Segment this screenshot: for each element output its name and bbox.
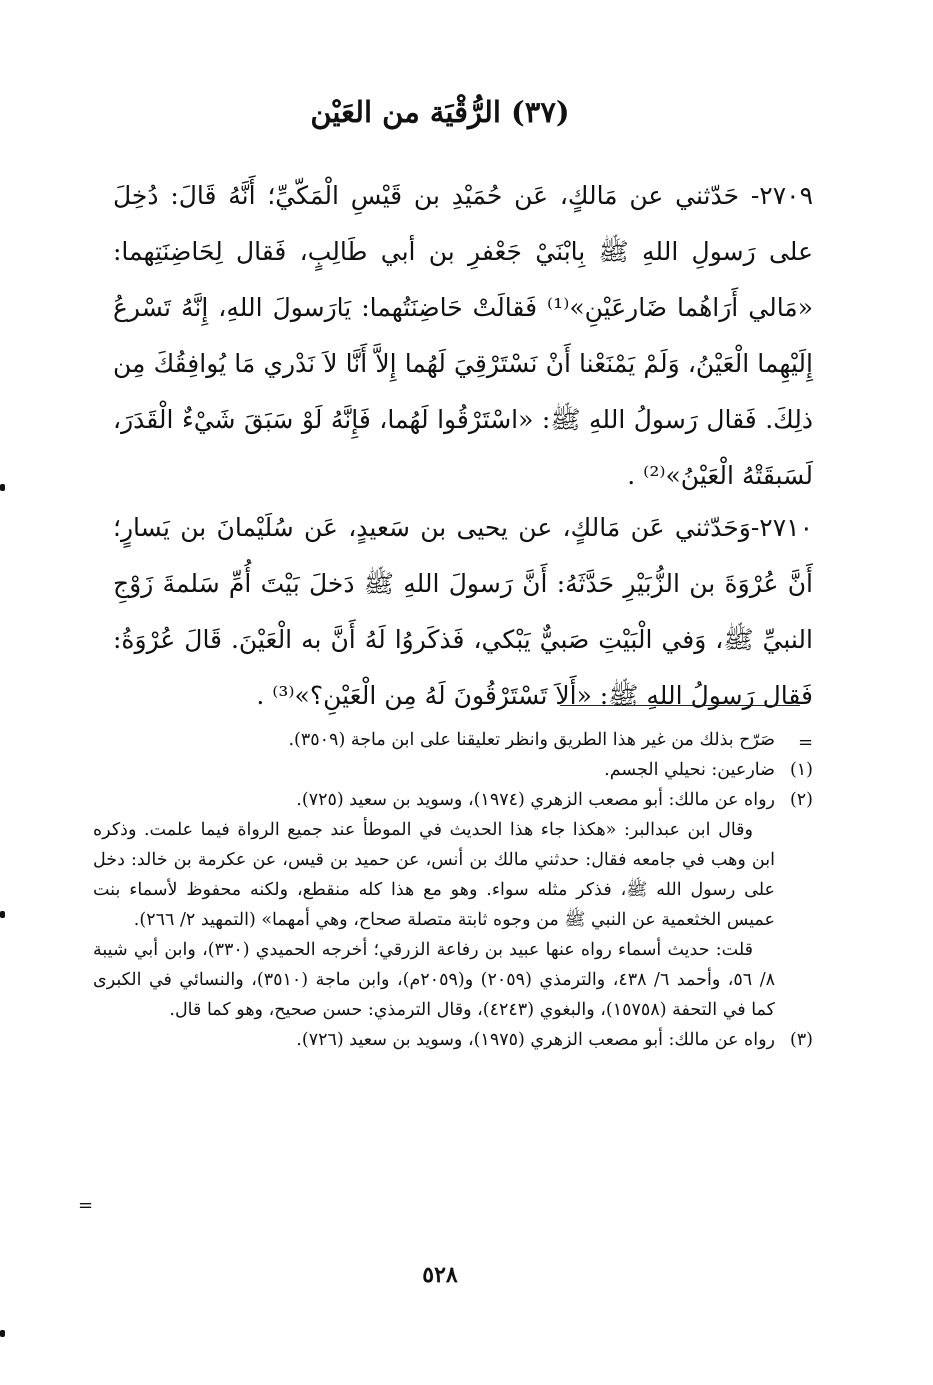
- footnotes: [93, 725, 813, 1055]
- footnote-number: (١): [789, 760, 813, 780]
- continuation-mark: =: [798, 732, 814, 753]
- footnote-1: [93, 755, 813, 785]
- page-number: ٥٢٨: [422, 1262, 458, 1288]
- footnote-text: ضارعين: نحيلي الجسم.: [604, 760, 775, 780]
- footnote-2: [93, 785, 813, 815]
- hadith-2709: ٢٧٠٩- حَدّثني عن مَالكٍ، عَن حُمَيْدِ بن قَيْسِ الْمَكّيِّ؛ أَنَّهُ قَالَ: دُخِلَ على رَسولِ اللهِ ﷺ بِابْنَيْ جَعْفرِ بن أبي طَالِبٍ، فَقال لِحَاضِنَتِهما: «مَالي أَرَاهُما ضَارعَيْنِ»⁽¹⁾ فَقالَتْ حَاضِنَتُهما: يَارَسولَ اللهِ، إِنَّهُ تَسْرعُ إِلَيْهِما الْعَيْنُ، وَلَمْ يَمْنَعْنا أَنْ نَسْتَرْقِيَ لَهُما إِلاَّ أَنَّا لاَ نَدْري مَا يُوافِقُكَ مِن ذلِكَ. فَقال رَسولُ اللهِ ﷺ: «اسْتَرْقُوا لَهُما، فَإِنَّهُ لَوْ سَبَقَ شَيْءٌ الْقَدَرَ، لَسَبقَتْهُ الْعَيْنُ»⁽²⁾ .: [113, 181, 813, 490]
- footnote-2-author-note: قلت: حديث أسماء رواه عنها عبيد بن رفاعة الزرقي؛ أخرجه الحميدي (٣٣٠)، وابن أبي شيبة ٨/ ٥٦، وأحمد ٦/ ٤٣٨، والترمذي (٢٠٥٩) و(٢٠٥٩م)، وابن ماجة (٣٥١٠)، والنسائي في الكبرى كما في التحفة (١٥٧٥٨)، والبغوي (٤٢٤٣)، وقال الترمذي: حسن صحيح، وهو كما قال.: [93, 940, 775, 1020]
- footnote-2-ibn-abdulbarr: وقال ابن عبدالبر: «هكذا جاء هذا الحديث في الموطأ عند جميع الرواة فيما علمت. وذكره ابن وهب في جامعه فقال: حدثني مالك بن أنس، عن حميد بن قيس، عن عكرمة بن خالد: دخل على رسول الله ﷺ، فذكر مثله سواء. وهو مع هذا كله منقطع، ولكنه محفوظ لأسماء بنت عميس الخثعمية عن النبي ﷺ من وجوه ثابتة متصلة صحاح، وهي أمهما» (التمهيد ٢/ ٢٦٦).: [93, 820, 775, 930]
- footnote-continuation: [93, 725, 813, 755]
- chapter-title: (٣٧) الرُّقْيَة من العَيْن: [310, 95, 570, 129]
- footnote-number: (٣): [789, 1030, 813, 1050]
- hadith-2710: ٢٧١٠-وَحَدّثني عَن مَالكٍ، عن يحيى بن سَعيدٍ، عَن سُلَيْمانَ بن يَسارٍ؛ أَنَّ عُرْوَةَ بن الزُّبَيْرِ حَدَّثَهُ: أَنَّ رَسولَ اللهِ ﷺ دَخلَ بَيْتَ أُمِّ سَلمةَ زَوْجِ النبيِّ ﷺ، وَفي الْبَيْتِ صَبيٌّ يَبْكي، فَذكَروُا لَهُ أَنَّ به الْعَيْنَ. قَالَ عُرْوَةُ: فَقال رَسولُ اللهِ ﷺ: «أَلاَ تَسْتَرْقُونَ لَهُ مِن الْعَيْنِ؟»⁽³⁾ .: [113, 513, 813, 710]
- next-page-mark: =: [78, 1195, 94, 1216]
- scan-edge-mark: [0, 484, 5, 491]
- footnote-number: (٢): [789, 790, 813, 810]
- footnote-continuation-text: صَرّح بذلك من غير هذا الطريق وانظر تعليقنا على ابن ماجة (٣٥٠٩).: [288, 730, 775, 750]
- scan-edge-mark: [0, 1330, 5, 1337]
- scan-edge-mark: [0, 911, 5, 918]
- footnote-text: رواه عن مالك: أبو مصعب الزهري (١٩٧٤)، وسويد بن سعيد (٧٢٥).: [296, 790, 775, 810]
- footnote-divider: [560, 705, 800, 706]
- footnote-3: [93, 1025, 813, 1055]
- footnote-text: رواه عن مالك: أبو مصعب الزهري (١٩٧٥)، وسويد بن سعيد (٧٢٦).: [296, 1030, 775, 1050]
